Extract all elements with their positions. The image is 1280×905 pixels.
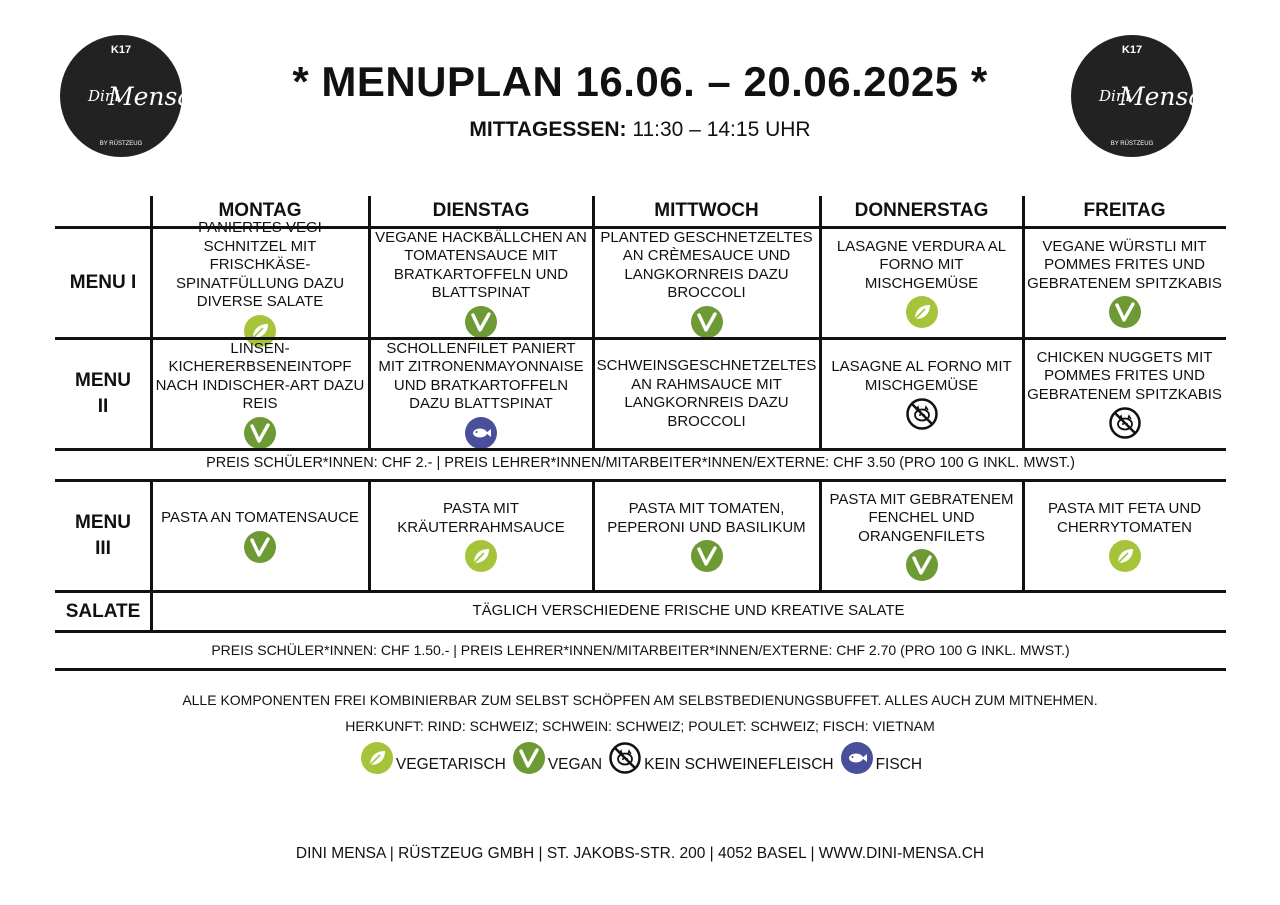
salate-label: SALATE — [65, 600, 141, 622]
column-divider — [819, 196, 822, 451]
menu-label-line: III — [95, 538, 111, 559]
menu-label-1 — [55, 229, 151, 337]
menu-item — [820, 482, 1023, 590]
vegetarian-icon — [906, 296, 938, 328]
vegetarian-icon — [465, 540, 497, 572]
menu-item — [151, 229, 369, 337]
dish-text: PASTA AN TOMATENSAUCE — [161, 509, 359, 527]
column-divider — [150, 479, 153, 593]
menu-label-line: MENU I — [69, 272, 137, 293]
svg-text:BY RÜSTZEUG: BY RÜSTZEUG — [1110, 141, 1154, 147]
vegan-icon — [691, 306, 723, 338]
legend-label: FISCH — [875, 756, 923, 773]
day-header-mittwoch: MITTWOCH — [654, 199, 759, 221]
dish-text: VEGANE WÜRSTLI MIT POMMES FRITES UND GEBRATENEM SPITZKABIS — [1027, 237, 1222, 292]
legend-label: KEIN SCHWEINEFLEISCH — [644, 756, 834, 773]
menu-item — [1023, 340, 1226, 448]
dish-text: LASAGNE AL FORNO MIT MISCHGEMÜSE — [831, 358, 1012, 394]
dish-text: SCHNITZEL MIT FRISCHKÄSE-SPINATFÜLLUNG DAZU DIVERSE SALATE — [175, 237, 345, 311]
table-divider — [55, 668, 1226, 671]
fish-icon — [841, 742, 873, 774]
menu-item — [1023, 482, 1226, 590]
svg-text:Mensa: Mens — [108, 82, 178, 111]
menu-item — [151, 340, 369, 448]
vegetarian-icon — [1109, 540, 1141, 572]
dish-text: PASTA MIT KRÄUTERRAHMSAUCE — [397, 500, 565, 536]
table-divider — [55, 590, 1226, 593]
dish-text: VEGANE HACKBÄLLCHEN AN TOMATENSAUCE MIT BRATKARTOFFELN UND BLATTSPINAT — [375, 228, 587, 301]
day-header-freitag: FREITAG — [1083, 199, 1166, 221]
legend-item — [510, 742, 602, 775]
no-pork-icon — [906, 398, 938, 430]
salate-text: TÄGLICH VERSCHIEDENE FRISCHE UND KREATIVE SALATE — [472, 602, 905, 620]
menu-item — [593, 229, 820, 337]
column-divider — [1022, 196, 1025, 451]
svg-text:BY RÜSTZEUG: BY RÜSTZEUG — [99, 141, 143, 147]
day-header-montag: MONTAG — [218, 199, 302, 221]
dish-text: PLANTED GESCHNETZELTES AN CRÈMESAUCE UND LANGKORNREIS DAZU BROCCOLI — [600, 228, 813, 301]
salate-price-info: PREIS SCHÜLER*INNEN: CHF 1.50.- | PREIS LEHRER*INNEN/MITARBEITER*INNEN/EXTERNE: CHF 2.70 (PRO 100 G INKL. MWST.) — [211, 642, 1070, 658]
table-divider — [55, 448, 1226, 451]
column-divider — [368, 479, 371, 593]
vegan-icon — [244, 531, 276, 563]
menu-item — [1023, 229, 1226, 337]
dish-text: PASTA MIT TOMATEN, PEPERONI UND BASILIKUM — [607, 500, 806, 536]
menu-item — [369, 340, 593, 448]
legend-item — [606, 742, 833, 775]
menu-item — [593, 340, 820, 448]
svg-text:K17: K17 — [110, 44, 132, 56]
table-divider — [55, 226, 1226, 229]
dish-text: SCHWEINSGESCHNETZELTES AN RAHMSAUCE MIT LANGKORNREIS DAZU BROCCOLI — [596, 357, 817, 430]
svg-text:Mensa: Mens — [1119, 82, 1189, 111]
vegetarian-icon — [361, 742, 393, 774]
day-header-dienstag: DIENSTAG — [432, 199, 530, 221]
menu-label-line: II — [97, 396, 109, 417]
legend-item — [358, 742, 506, 775]
menu-item — [369, 229, 593, 337]
dish-text: LINSEN-KICHERERBSENEINTOPF NACH INDISCHER-ART DAZU REIS — [155, 339, 365, 412]
vegan-icon — [513, 742, 545, 774]
dish-text: CHICKEN NUGGETS MIT POMMES FRITES UND GEBRATENEM SPITZKABIS — [1027, 348, 1222, 403]
menu-item — [593, 482, 820, 590]
menu-price-info: PREIS SCHÜLER*INNEN: CHF 2.- | PREIS LEHRER*INNEN/MITARBEITER*INNEN/EXTERNE: CHF 3.50 (PRO 100 G INKL. MWST.) — [206, 455, 1075, 471]
dish-text: PASTA MIT FETA UND CHERRYTOMATEN — [1047, 500, 1202, 536]
lunch-hours — [0, 118, 1280, 142]
menu-label-3 — [55, 482, 151, 590]
lunch-label: MITTAGESSEN: — [469, 118, 627, 141]
legend-label: VEGETARISCH — [395, 756, 506, 773]
svg-text:K17: K17 — [1121, 44, 1143, 56]
dish-text: SCHOLLENFILET PANIERT MIT ZITRONENMAYONNAISE UND BRATKARTOFFELN DAZU BLATTSPINAT — [378, 339, 584, 412]
column-divider — [592, 196, 595, 451]
menu-item — [820, 229, 1023, 337]
table-divider — [55, 337, 1226, 340]
dish-text: PASTA MIT GEBRATENEM FENCHEL UND ORANGENFILETS — [829, 490, 1014, 545]
footer-address: DINI MENSA | RÜSTZEUG GMBH | ST. JAKOBS-STR. 200 | 4052 BASEL | WWW.DINI-MENSA.CH — [295, 845, 985, 862]
table-divider — [55, 630, 1226, 633]
column-divider — [592, 479, 595, 593]
vegan-icon — [906, 549, 938, 581]
menu-item — [369, 482, 593, 590]
menu-label-line: MENU — [75, 512, 131, 533]
lunch-time: 11:30 – 14:15 UHR — [632, 118, 811, 141]
combination-note: ALLE KOMPONENTEN FREI KOMBINIERBAR ZUM SELBST SCHÖPFEN AM SELBSTBEDIENUNGSBUFFET. ALLES AUCH ZUM MITNEHMEN. — [182, 692, 1098, 708]
legend-item — [838, 742, 923, 775]
vegan-icon — [465, 306, 497, 338]
origin-note: HERKUNFT: RIND: SCHWEIZ; SCHWEIN: SCHWEIZ; POULET: SCHWEIZ; FISCH: VIETNAM — [345, 718, 935, 734]
no-pork-icon — [1109, 407, 1141, 439]
menu-item — [820, 340, 1023, 448]
column-divider — [150, 590, 153, 633]
menu-label-2 — [55, 340, 151, 448]
svg-text:Dini: Dini — [88, 87, 120, 105]
day-header-donnerstag: DONNERSTAG — [854, 199, 989, 221]
column-divider — [150, 196, 153, 451]
menu-label-line: MENU — [75, 370, 131, 391]
column-divider — [1022, 479, 1025, 593]
column-divider — [368, 196, 371, 451]
legend-label: VEGAN — [547, 756, 603, 773]
no-pork-icon — [609, 742, 641, 774]
column-divider — [819, 479, 822, 593]
fish-icon — [465, 417, 497, 449]
svg-text:Dini: Dini — [1099, 87, 1131, 105]
menu-item — [151, 482, 369, 590]
page-title: * MENUPLAN 16.06. – 20.06.2025 * — [292, 58, 988, 105]
vegan-icon — [1109, 296, 1141, 328]
icon-legend — [0, 742, 1280, 775]
table-divider — [55, 479, 1226, 482]
vegan-icon — [244, 417, 276, 449]
vegan-icon — [691, 540, 723, 572]
dish-text: LASAGNE VERDURA AL FORNO MIT MISCHGEMÜSE — [836, 237, 1007, 292]
